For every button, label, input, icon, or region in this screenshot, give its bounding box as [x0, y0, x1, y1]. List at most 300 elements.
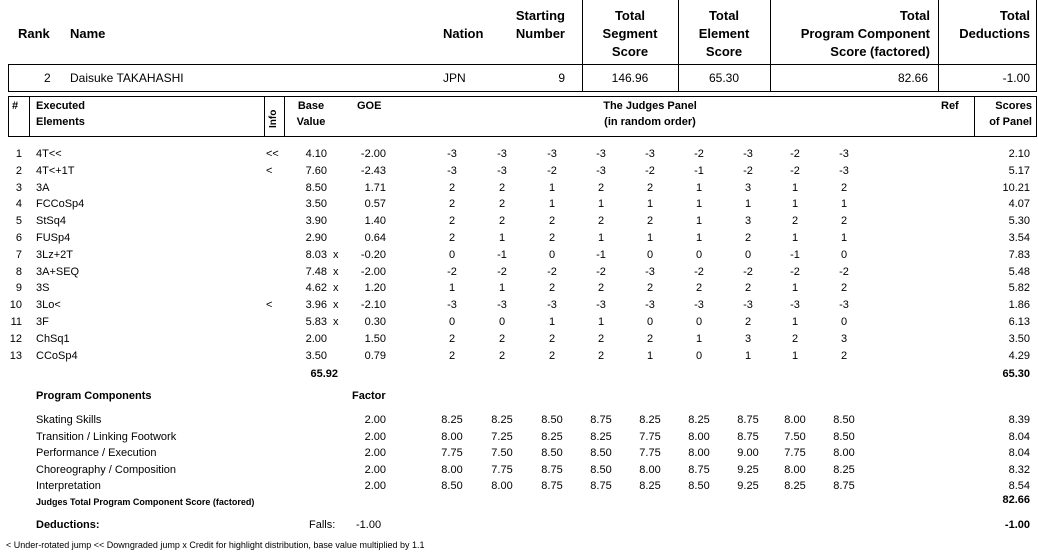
judge-score: 8.00	[833, 447, 855, 460]
judge-score: 7.75	[491, 463, 513, 476]
judge-score: 2	[744, 316, 752, 328]
judge-score: -2	[790, 164, 800, 177]
judge-score: -3	[839, 299, 849, 312]
skater-nation: JPN	[443, 71, 466, 85]
element-number: 4	[15, 198, 22, 211]
judge-score: 0	[695, 349, 703, 362]
eh-scores-1: Scores	[995, 100, 1032, 112]
judge-score: -3	[596, 164, 606, 177]
judge-score: 8.00	[441, 463, 463, 476]
judge-score: 1	[597, 232, 605, 244]
judge-score: 1	[840, 198, 848, 211]
component-factor: 2.00	[364, 414, 386, 426]
judge-score: -2	[547, 164, 557, 177]
judge-score: -3	[743, 148, 753, 160]
judge-score: -1	[694, 164, 704, 177]
judge-score: 2	[448, 332, 456, 345]
judge-score: -3	[497, 148, 507, 160]
element-bonus-mark: x	[333, 265, 339, 278]
judge-score: 0	[548, 248, 556, 261]
element-number: 12	[9, 332, 22, 345]
eh-base-1: Base	[297, 100, 325, 112]
element-number: 10	[9, 299, 22, 312]
element-base-value: 8.50	[305, 181, 327, 194]
judge-score: 8.50	[833, 430, 855, 443]
tes-header-3: Score	[705, 44, 743, 59]
component-name: Transition / Linking Footwork	[36, 430, 177, 443]
judge-score: 2	[448, 215, 456, 228]
element-goe: 1.40	[364, 215, 386, 228]
judge-score: -3	[447, 164, 457, 177]
element-code: 3S	[36, 282, 50, 295]
judge-score: 0	[646, 316, 654, 328]
judge-score: 2	[548, 349, 556, 362]
judge-score: 0	[840, 248, 848, 261]
element-base-value: 8.03	[305, 248, 327, 261]
element-panel-score: 3.50	[1008, 332, 1030, 345]
element-bonus-mark: x	[333, 316, 339, 328]
judge-score: 2	[548, 332, 556, 345]
element-panel-score: 7.83	[1008, 248, 1030, 261]
judge-score: -1	[790, 248, 800, 261]
eh-border-right	[1036, 96, 1037, 137]
judge-score: 8.25	[541, 430, 563, 443]
element-number: 5	[15, 215, 22, 228]
judge-score: 8.25	[688, 414, 710, 426]
element-code: 4T<<	[36, 148, 62, 160]
summary-sep-pcs-right	[938, 0, 939, 92]
element-code: 3A	[36, 181, 50, 194]
component-panel-score: 8.04	[1008, 430, 1030, 443]
element-number: 1	[15, 148, 22, 160]
element-base-value: 3.96	[305, 299, 327, 312]
judge-score: -3	[547, 148, 557, 160]
judge-score: 8.00	[491, 480, 513, 493]
judge-score: 2	[695, 282, 703, 295]
judge-score: 1	[448, 282, 456, 295]
element-panel-score: 5.48	[1008, 265, 1030, 278]
judge-score: 1	[695, 181, 703, 194]
element-info: <	[266, 164, 273, 177]
judge-score: 8.50	[541, 414, 563, 426]
judge-score: -3	[596, 148, 606, 160]
judge-score: 9.00	[737, 447, 759, 460]
judge-score: 8.50	[833, 414, 855, 426]
judge-score: -2	[596, 265, 606, 278]
pcs-title: Program Components	[36, 390, 152, 402]
judge-score: 8.25	[784, 480, 806, 493]
judge-score: 2	[791, 215, 799, 228]
rank-header: Rank	[18, 26, 50, 41]
skater-tss: 146.96	[611, 71, 649, 85]
judge-score: -2	[497, 265, 507, 278]
judge-score: 8.00	[784, 463, 806, 476]
element-goe: -2.10	[360, 299, 386, 312]
skater-starting-number: 9	[558, 71, 565, 85]
element-panel-score: 4.29	[1008, 349, 1030, 362]
judge-score: -3	[497, 299, 507, 312]
judge-score: 8.75	[541, 480, 563, 493]
element-goe: 0.64	[364, 232, 386, 244]
element-code: FCCoSp4	[36, 198, 85, 211]
element-code: 3F	[36, 316, 49, 328]
tss-header-2: Segment	[602, 26, 658, 41]
ded-header-2: Deductions	[959, 26, 1030, 41]
component-factor: 2.00	[364, 447, 386, 460]
judge-score: 7.75	[639, 430, 661, 443]
element-panel-score: 2.10	[1008, 148, 1030, 160]
pcs-factor-header: Factor	[352, 390, 386, 402]
element-number: 11	[10, 316, 22, 328]
judge-score: 2	[840, 215, 848, 228]
element-goe: -2.00	[360, 265, 386, 278]
summary-border-right	[1036, 0, 1037, 92]
eh-panel-1: The Judges Panel	[603, 100, 697, 112]
skater-rank: 2	[44, 71, 51, 85]
judge-score: 2	[448, 181, 456, 194]
element-panel-score: 6.13	[1008, 316, 1030, 328]
component-factor: 2.00	[364, 480, 386, 493]
eh-executed-2: Elements	[36, 116, 85, 128]
element-info: <	[266, 299, 273, 312]
judge-score: -2	[790, 265, 800, 278]
judge-score: -3	[839, 148, 849, 160]
judge-score: 8.25	[833, 463, 855, 476]
element-base-value: 7.48	[305, 265, 327, 278]
falls-label: Falls:	[309, 519, 336, 531]
judge-score: 1	[597, 316, 605, 328]
judge-score: 1	[498, 232, 506, 244]
judge-score: 9.25	[737, 480, 759, 493]
judge-score: 8.00	[688, 447, 710, 460]
judge-score: 1	[791, 282, 799, 295]
element-goe: 0.57	[364, 198, 386, 211]
judge-score: 8.50	[441, 480, 463, 493]
judge-score: 2	[597, 282, 605, 295]
judge-score: 8.50	[688, 480, 710, 493]
deductions-label: Deductions:	[36, 519, 100, 531]
falls-value: -1.00	[356, 519, 382, 531]
judge-score: 8.25	[491, 414, 513, 426]
element-bonus-mark: x	[333, 282, 339, 295]
eh-sep-ref	[974, 96, 975, 137]
tes-header-1: Total	[708, 8, 740, 23]
judge-score: 1	[548, 198, 556, 211]
judge-score: 2	[448, 349, 456, 362]
eh-goe: GOE	[357, 100, 382, 112]
component-panel-score: 8.04	[1008, 447, 1030, 460]
pcs-total-label: Judges Total Program Component Score (factored)	[36, 497, 255, 507]
summary-divider-bottom	[8, 91, 1036, 92]
judge-score: 8.25	[590, 430, 612, 443]
element-info: <<	[266, 148, 279, 160]
judge-score: 2	[646, 282, 654, 295]
judge-score: 1	[840, 232, 848, 244]
judge-score: -3	[447, 299, 457, 312]
element-code: CCoSp4	[36, 349, 78, 362]
component-name: Skating Skills	[36, 414, 102, 426]
judge-score: 8.75	[833, 480, 855, 493]
eh-info: Info	[268, 109, 279, 128]
judge-score: -2	[839, 265, 849, 278]
judge-score: 8.75	[541, 463, 563, 476]
component-factor: 2.00	[364, 463, 386, 476]
judge-score: 0	[695, 248, 703, 261]
judge-score: -3	[645, 148, 655, 160]
legend: < Under-rotated jump << Downgraded jump x Credit for highlight distribution, base value multiplied by 1.1	[6, 540, 425, 550]
judge-score: -2	[694, 148, 704, 160]
judge-score: 8.75	[737, 430, 759, 443]
element-goe: 1.50	[364, 332, 386, 345]
judge-score: 8.00	[441, 430, 463, 443]
judge-score: 0	[646, 248, 654, 261]
judge-score: 2	[744, 282, 752, 295]
judge-score: -3	[790, 299, 800, 312]
element-panel-score: 3.54	[1008, 232, 1030, 244]
elements-header-bottom	[8, 136, 1036, 137]
judge-score: -3	[497, 164, 507, 177]
judge-score: 1	[791, 232, 799, 244]
name-header: Name	[70, 26, 106, 41]
judge-score: 3	[840, 332, 848, 345]
judge-score: 1	[646, 198, 654, 211]
judge-score: 1	[744, 198, 752, 211]
element-base-value: 2.00	[305, 332, 327, 345]
judge-score: 0	[498, 316, 506, 328]
element-goe: 1.71	[364, 181, 386, 194]
element-number: 9	[15, 282, 22, 295]
judge-score: -2	[743, 265, 753, 278]
judge-score: 3	[744, 215, 752, 228]
judge-score: 7.75	[784, 447, 806, 460]
element-panel-score: 10.21	[1002, 181, 1030, 194]
judge-score: 8.75	[737, 414, 759, 426]
summary-border-left	[8, 64, 9, 92]
judge-score: 2	[646, 332, 654, 345]
summary-divider-top	[8, 64, 1036, 65]
tes-header-2: Element	[698, 26, 750, 41]
eh-border-left	[8, 96, 9, 137]
judge-score: 1	[548, 316, 556, 328]
judge-score: -2	[547, 265, 557, 278]
judge-score: 8.25	[639, 414, 661, 426]
component-panel-score: 8.32	[1008, 463, 1030, 476]
summary-sep-tes-right	[770, 0, 771, 92]
judge-score: 2	[448, 198, 456, 211]
element-goe: -2.43	[360, 164, 386, 177]
judge-score: 8.75	[688, 463, 710, 476]
judge-score: 2	[646, 215, 654, 228]
judge-score: -2	[790, 148, 800, 160]
judge-score: 2	[448, 232, 456, 244]
element-base-value: 4.10	[305, 148, 327, 160]
judge-score: 1	[695, 215, 703, 228]
judge-score: 9.25	[737, 463, 759, 476]
component-name: Interpretation	[36, 480, 101, 493]
judge-score: 2	[840, 282, 848, 295]
judge-score: 2	[498, 198, 506, 211]
element-panel-score: 5.30	[1008, 215, 1030, 228]
judge-score: -3	[645, 265, 655, 278]
judge-score: 8.50	[590, 463, 612, 476]
judge-score: 8.00	[784, 414, 806, 426]
judge-score: 0	[695, 316, 703, 328]
element-code: 4T<+1T	[36, 164, 75, 177]
element-panel-score: 5.82	[1008, 282, 1030, 295]
element-panel-score: 4.07	[1008, 198, 1030, 211]
judge-score: -2	[645, 164, 655, 177]
element-base-value: 2.90	[305, 232, 327, 244]
pcs-header-3: Score (factored)	[830, 44, 930, 59]
component-name: Choreography / Composition	[36, 463, 177, 476]
element-number: 13	[9, 349, 22, 362]
judge-score: 2	[597, 332, 605, 345]
judge-score: 0	[448, 248, 456, 261]
element-code: FUSp4	[36, 232, 71, 244]
pcs-header-1: Total	[899, 8, 930, 23]
element-panel-score: 1.86	[1008, 299, 1030, 312]
judge-score: 2	[548, 232, 556, 244]
judge-score: 2	[597, 215, 605, 228]
judge-score: 3	[744, 181, 752, 194]
starting-number-header-2: Number	[515, 26, 565, 41]
element-bonus-mark: x	[333, 299, 339, 312]
element-bonus-mark: x	[333, 248, 339, 261]
element-number: 6	[15, 232, 22, 244]
element-base-value: 4.62	[305, 282, 327, 295]
judge-score: 1	[695, 232, 703, 244]
judge-score: -1	[497, 248, 507, 261]
eh-base-2: Value	[296, 116, 326, 128]
tss-header-1: Total	[614, 8, 646, 23]
judge-score: 0	[448, 316, 456, 328]
element-base-value: 3.50	[305, 198, 327, 211]
element-base-value: 5.83	[305, 316, 327, 328]
element-code: 3Lz+2T	[36, 248, 73, 261]
judge-score: 7.75	[639, 447, 661, 460]
judge-score: -2	[694, 265, 704, 278]
judge-score: -2	[743, 164, 753, 177]
eh-num: #	[12, 100, 19, 112]
judge-score: 1	[791, 316, 799, 328]
judge-score: 8.25	[441, 414, 463, 426]
judge-score: 7.75	[441, 447, 463, 460]
element-code: 3Lo<	[36, 299, 61, 312]
judge-score: -1	[596, 248, 606, 261]
pcs-total-value: 82.66	[1002, 494, 1030, 506]
judge-score: 2	[498, 215, 506, 228]
element-goe: 1.20	[364, 282, 386, 295]
judge-score: 2	[791, 332, 799, 345]
component-panel-score: 8.54	[1008, 480, 1030, 493]
judge-score: -3	[547, 299, 557, 312]
judge-score: 7.50	[784, 430, 806, 443]
judge-score: 2	[498, 181, 506, 194]
skater-deductions: -1.00	[1002, 71, 1030, 85]
element-base-value: 3.50	[305, 349, 327, 362]
judge-score: 1	[597, 198, 605, 211]
nation-header: Nation	[443, 26, 484, 41]
judge-score: -3	[839, 164, 849, 177]
eh-panel-2: (in random order)	[604, 116, 696, 128]
element-goe: -2.00	[360, 148, 386, 160]
judge-score: -3	[694, 299, 704, 312]
judge-score: 7.50	[491, 447, 513, 460]
judge-score: 1	[744, 349, 752, 362]
judge-score: 8.25	[639, 480, 661, 493]
judge-score: 2	[744, 232, 752, 244]
judge-score: 1	[695, 198, 703, 211]
judge-score: 1	[695, 332, 703, 345]
judge-score: 1	[646, 349, 654, 362]
elements-header-top	[8, 96, 1036, 97]
element-number: 8	[15, 265, 22, 278]
judge-score: 2	[548, 282, 556, 295]
tss-header-3: Score	[611, 44, 649, 59]
judge-score: 2	[646, 181, 654, 194]
element-goe: 0.79	[364, 349, 386, 362]
judge-score: 3	[744, 332, 752, 345]
skater-name: Daisuke TAKAHASHI	[70, 71, 184, 85]
eh-sep-elements	[264, 96, 265, 137]
judge-score: -3	[645, 299, 655, 312]
judge-score: -3	[743, 299, 753, 312]
element-number: 7	[15, 248, 22, 261]
component-factor: 2.00	[364, 430, 386, 443]
judge-score: 8.50	[541, 447, 563, 460]
judge-score: 1	[791, 349, 799, 362]
skater-pcs: 82.66	[897, 71, 928, 85]
judge-score: 1	[791, 181, 799, 194]
judge-score: 2	[597, 181, 605, 194]
judge-score: 2	[498, 332, 506, 345]
element-code: 3A+SEQ	[36, 265, 80, 278]
element-panel-score: 5.17	[1008, 164, 1030, 177]
pcs-header-2: Program Component	[800, 26, 930, 41]
ded-header-1: Total	[999, 8, 1030, 23]
judge-score: 1	[498, 282, 506, 295]
judge-score: 7.25	[491, 430, 513, 443]
judge-score: -3	[447, 148, 457, 160]
judge-score: -3	[596, 299, 606, 312]
eh-ref: Ref	[941, 100, 959, 112]
skater-tes: 65.30	[708, 71, 740, 85]
element-base-value: 7.60	[305, 164, 327, 177]
component-name: Performance / Execution	[36, 447, 157, 460]
judge-score: 8.00	[639, 463, 661, 476]
starting-number-header-1: Starting	[515, 8, 565, 23]
eh-scores-2: of Panel	[989, 116, 1032, 128]
judge-score: 1	[791, 198, 799, 211]
element-score-total: 65.30	[1002, 368, 1030, 380]
judge-score: 1	[548, 181, 556, 194]
judge-score: -2	[447, 265, 457, 278]
judge-score: 8.75	[590, 480, 612, 493]
judge-score: 2	[840, 181, 848, 194]
element-number: 2	[15, 164, 22, 177]
judge-score: 8.00	[688, 430, 710, 443]
element-goe: -0.20	[360, 248, 386, 261]
judge-score: 2	[548, 215, 556, 228]
element-number: 3	[15, 181, 22, 194]
judge-score: 2	[597, 349, 605, 362]
element-code: ChSq1	[36, 332, 70, 345]
component-panel-score: 8.39	[1008, 414, 1030, 426]
deductions-total: -1.00	[1004, 519, 1030, 531]
element-base-value: 3.90	[305, 215, 327, 228]
judge-score: 0	[744, 248, 752, 261]
element-goe: 0.30	[364, 316, 386, 328]
